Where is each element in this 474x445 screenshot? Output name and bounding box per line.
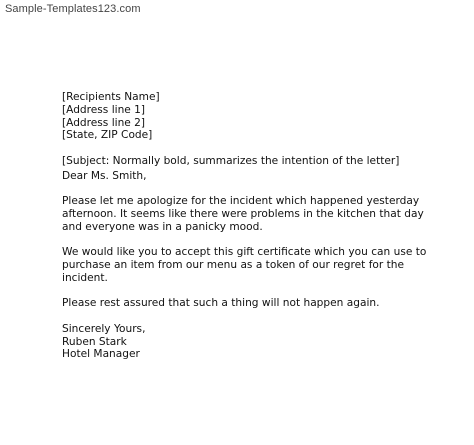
paragraph-line: purchase an item from our menu as a token of our regret for the bbox=[62, 258, 405, 271]
paragraph-apology bbox=[62, 195, 467, 233]
letter-body bbox=[62, 91, 467, 361]
paragraph-assurance: Please rest assured that such a thing will not happen again. bbox=[62, 297, 380, 310]
signer-name: Ruben Stark bbox=[62, 335, 127, 348]
address-line-1: [Address line 1] bbox=[62, 103, 146, 116]
address-line-2: [Address line 2] bbox=[62, 116, 146, 129]
state-zip-line: [State, ZIP Code] bbox=[62, 129, 153, 142]
paragraph-gift-certificate bbox=[62, 246, 467, 284]
recipient-address-block bbox=[62, 91, 467, 142]
subject-line: [Subject: Normally bold, summarizes the intention of the letter] bbox=[62, 155, 400, 168]
recipient-name: [Recipients Name] bbox=[62, 91, 160, 103]
salutation: Dear Ms. Smith, bbox=[62, 169, 147, 182]
signer-title: Hotel Manager bbox=[62, 348, 140, 361]
paragraph-line: We would like you to accept this gift certificate which you can use to bbox=[62, 246, 427, 259]
paragraph-line: and everyone was in a panicky mood. bbox=[62, 220, 263, 233]
paragraph-line: Please let me apologize for the incident which happened yesterday bbox=[62, 195, 420, 208]
paragraph-line: afternoon. It seems like there were problems in the kitchen that day bbox=[62, 208, 424, 221]
watermark-text: Sample-Templates123.com bbox=[5, 3, 141, 15]
paragraph-line: incident. bbox=[62, 271, 108, 284]
signature-block bbox=[62, 323, 467, 361]
closing: Sincerely Yours, bbox=[62, 322, 146, 335]
